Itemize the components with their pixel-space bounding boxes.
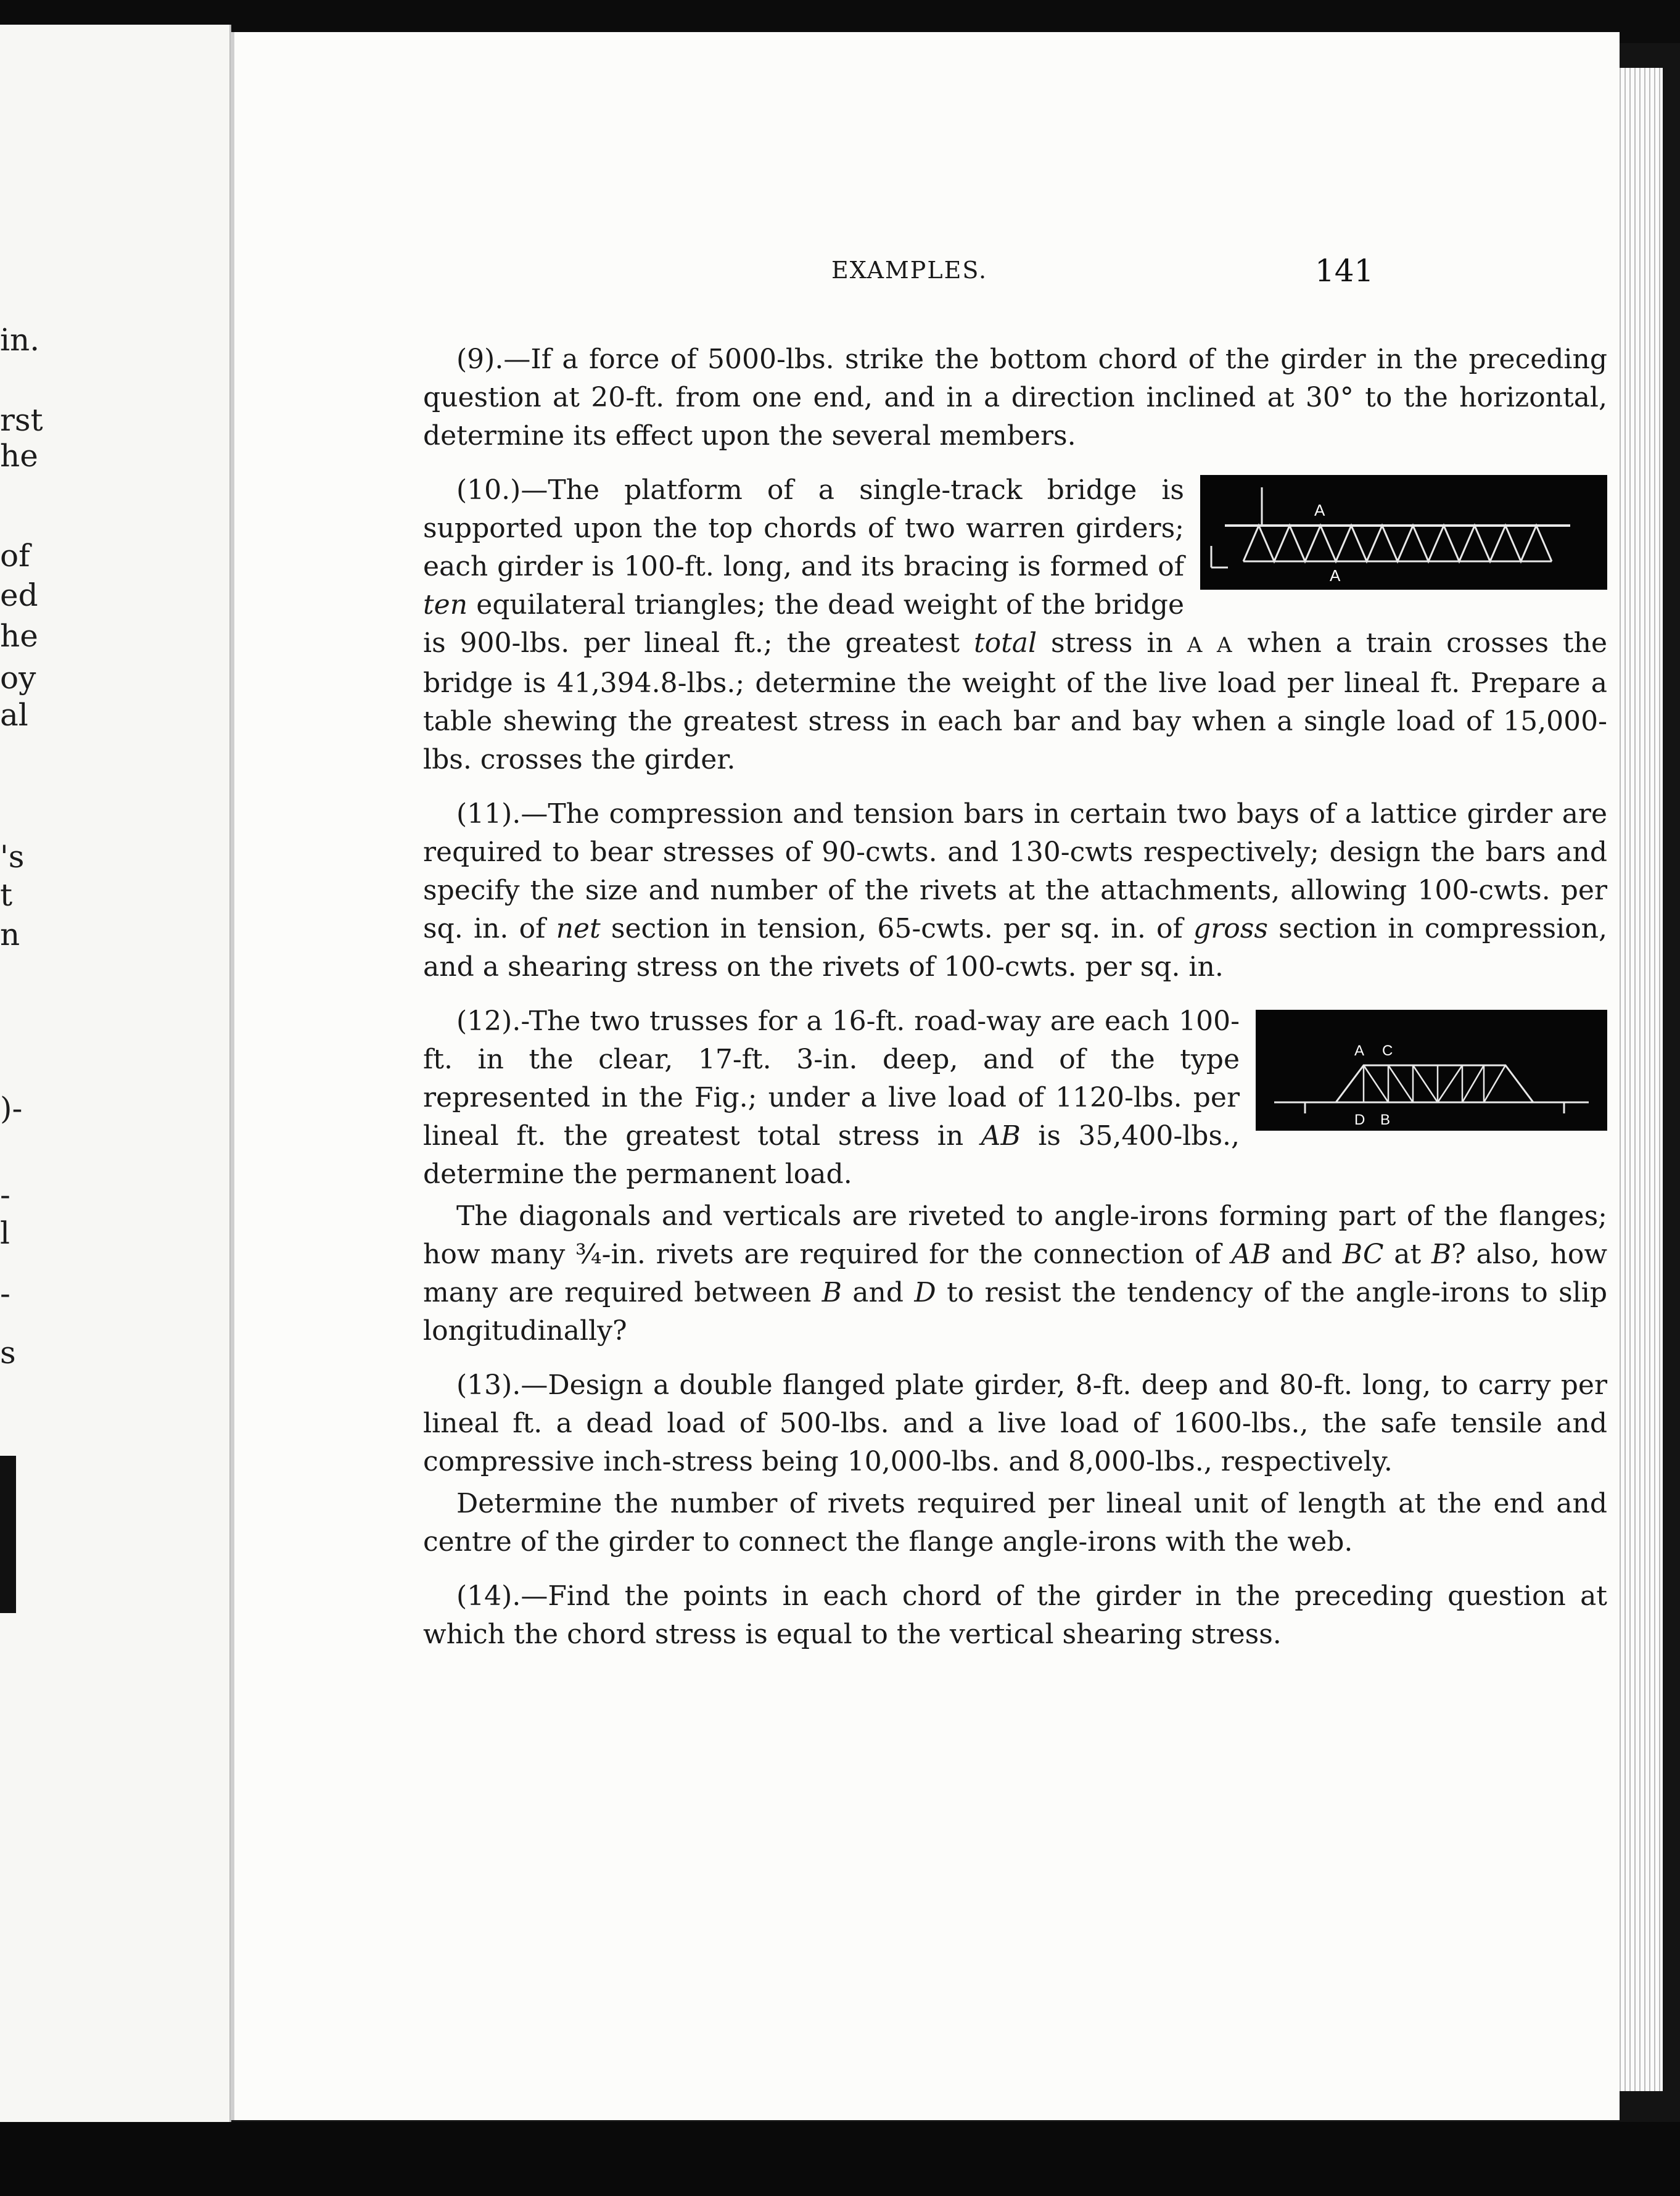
problem-text: is 35,400-lbs., determine the permanent load. (423, 1120, 1240, 1190)
emphasis-ten: ten (423, 589, 468, 621)
margin-black-bar (0, 1456, 16, 1613)
problem-12 (423, 1002, 1607, 1194)
problem-text: —Design a double flanged plate girder, 8-ft. deep and 80-ft. long, to carry per lineal ft. a dead load of 500-lbs. and a live load of 1600-lbs., the safe tensile and compressive inch-stress being 10,000-lbs. and 8,000-lbs., respectively. (423, 1369, 1607, 1477)
margin-fragment: he (0, 618, 38, 654)
problem-text: and (1270, 1239, 1343, 1270)
emphasis-b: B (1431, 1239, 1452, 1270)
problem-13 (423, 1366, 1607, 1481)
warren-girder-diagram (1200, 475, 1607, 590)
problem-text: and (841, 1277, 915, 1308)
page-header (234, 253, 1620, 302)
page-number: 141 (1315, 253, 1374, 289)
truss-diagram (1256, 1010, 1607, 1131)
emphasis-b: B (821, 1277, 842, 1308)
page-stack-edges (1616, 68, 1663, 2091)
margin-fragment: of (0, 538, 30, 574)
margin-fragment: in. (0, 322, 40, 358)
margin-fragment: t (0, 877, 13, 913)
problem-label: (10.) (456, 474, 521, 506)
emphasis-ab: AB (1231, 1239, 1271, 1270)
problem-text: section in tension, 65-cwts. per sq. in. of (600, 913, 1194, 944)
margin-fragment: s (0, 1335, 16, 1371)
margin-fragment: 's (0, 839, 25, 875)
emphasis-net: net (556, 913, 601, 944)
problem-text: —Find the points in each chord of the girder in the preceding question at which the chord stress is equal to the vertical shearing stress. (423, 1580, 1607, 1650)
problem-label: (13). (456, 1369, 521, 1401)
problem-text: equilateral triangles; the dead weight of the bridge is 900-lbs. per lineal ft.; the greatest (423, 589, 1184, 659)
problem-label: (9). (456, 344, 504, 375)
figure-label-a: A (1354, 1042, 1365, 1059)
margin-fragment: - (0, 1276, 10, 1311)
book-page (231, 32, 1620, 2120)
emphasis-total: total (973, 627, 1037, 659)
margin-fragment: al (0, 697, 28, 733)
margin-fragment: ed (0, 577, 38, 613)
margin-fragment: rst (0, 402, 43, 438)
problem-9 (423, 341, 1607, 455)
facing-page (0, 25, 231, 2122)
problem-text: —The compression and tension bars in certain two bays of a lattice girder are required to bear stresses of 90-cwts. and 130-cwts respectively; design the bars and specify the size and number of the rivets at the attachments, allowing 100-cwts. per sq. in. of (423, 798, 1607, 944)
problem-13-continued (423, 1485, 1607, 1561)
margin-fragment: l (0, 1215, 10, 1251)
emphasis-bc: BC (1342, 1239, 1384, 1270)
scan-bottom-border (0, 2122, 1680, 2196)
small-caps-aa: A A (1187, 633, 1233, 658)
figure-label-top: A (1314, 501, 1325, 519)
margin-fragment: - (0, 1177, 10, 1213)
problem-text: at (1383, 1239, 1431, 1270)
figure-label-bottom: A (1330, 566, 1341, 585)
problem-11 (423, 795, 1607, 986)
problem-text: —The platform of a single-track bridge is supported upon the top chords of two warren girders; each girder is 100-ft. long, and its bracing is formed of (423, 474, 1184, 582)
problem-14 (423, 1577, 1607, 1654)
problem-text: Determine the number of rivets required per lineal unit of length at the end and centre of the girder to connect the flange angle-irons with the web. (423, 1488, 1607, 1558)
running-head: EXAMPLES. (831, 257, 988, 284)
emphasis-d: D (914, 1277, 936, 1308)
margin-fragment: )- (0, 1091, 23, 1126)
problem-text: section in compression, and a shearing stress on the rivets of 100-cwts. per sq. in. (423, 913, 1607, 983)
margin-fragment: n (0, 917, 20, 952)
problem-10 (423, 471, 1607, 779)
problem-label: (11). (456, 798, 521, 830)
emphasis-ab: AB (981, 1120, 1021, 1152)
problem-label: (14). (456, 1580, 521, 1612)
page-body (423, 341, 1607, 1670)
problem-text: —If a force of 5000-lbs. strike the bottom chord of the girder in the preceding question at 20-ft. from one end, and in a direction inclined at 30° to the horizontal, determine its effect upon the several members. (423, 344, 1607, 452)
figure-label-b: B (1380, 1112, 1391, 1128)
problem-text: The diagonals and verticals are riveted to angle-irons forming part of the flanges; how many ¾-in. rivets are required for the connection of (423, 1200, 1607, 1270)
problem-12-continued (423, 1197, 1607, 1350)
problem-text: to resist the tendency of the angle-irons to slip longitudinally? (423, 1277, 1607, 1347)
figure-label-c: C (1382, 1042, 1393, 1059)
truss-figure (1256, 1010, 1607, 1131)
problem-text: ? also, how many are required between (423, 1239, 1608, 1308)
margin-fragment: oy (0, 660, 36, 696)
problem-text: when a train crosses the bridge is 41,394.8-lbs.; determine the weight of the live load per lineal ft. Prepare a table shewing the greatest stress in each bar and bay when a single load of 15,000-lbs. crosses the girder. (423, 627, 1607, 775)
problem-text: -The two trusses for a 16-ft. road-way are each 100-ft. in the clear, 17-ft. 3-in. deep, and of the type represented in the Fig.; under a live load of 1120-lbs. per lineal ft. the greatest total stress in (423, 1005, 1240, 1152)
problem-text: stress in (1037, 627, 1187, 659)
margin-fragment: he (0, 438, 38, 474)
figure-label-d: D (1354, 1112, 1365, 1128)
problem-label: (12). (456, 1005, 521, 1037)
warren-girder-figure (1200, 475, 1607, 590)
emphasis-gross: gross (1193, 913, 1268, 944)
